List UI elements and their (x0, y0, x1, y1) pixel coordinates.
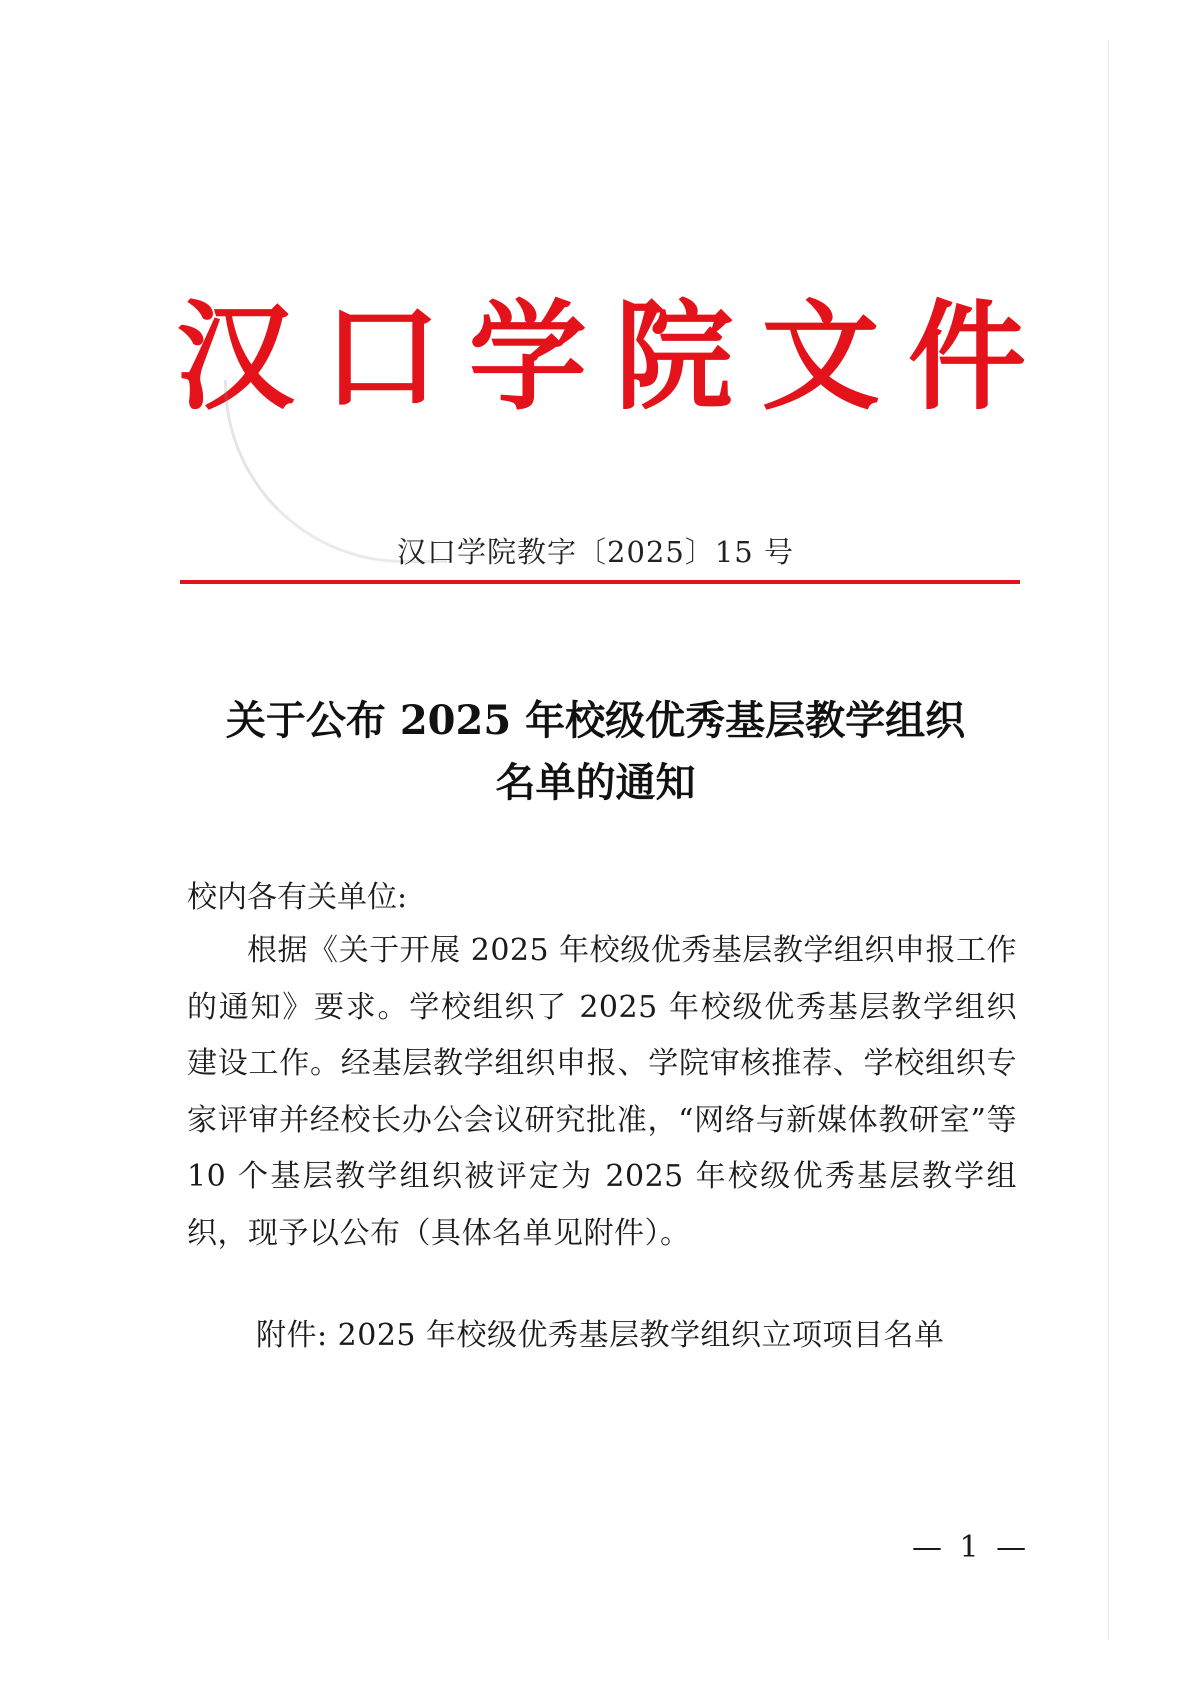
notice-title-line-1: 关于公布 2025 年校级优秀基层教学组织 (225, 697, 966, 744)
scan-edge-line (1108, 40, 1109, 1640)
header-char: 院 (615, 287, 734, 426)
notice-title (0, 690, 1191, 814)
header-char: 汉 (176, 287, 295, 426)
body-paragraph: 根据《关于开展 2025 年校级优秀基层教学组织申报工作的通知》要求。学校组织了 2025 年校级优秀基层教学组织建设工作。经基层教学组织申报、学院审核推荐、学校组织专家评审并经校长办公会议研究批准，“网络与新媒体教研室”等 10 个基层教学组织被评定为 2025 年校级优秀基层教学组织，现予以公布（具体名单见附件）。 (187, 933, 1017, 1251)
notice-title-line-2: 名单的通知 (495, 759, 696, 806)
header-char: 学 (468, 287, 587, 426)
red-divider-line (180, 580, 1020, 584)
document-number: 汉口学院教字〔2025〕15 号 (397, 535, 794, 569)
attachment-line: 附件: 2025 年校级优秀基层教学组织立项项目名单 (256, 1318, 945, 1353)
header-char: 口 (322, 287, 441, 426)
page-number: — 1 — (912, 1530, 1031, 1565)
salutation: 校内各有关单位: (187, 880, 408, 915)
header-char: 文 (761, 287, 880, 426)
header-char: 件 (907, 287, 1026, 426)
